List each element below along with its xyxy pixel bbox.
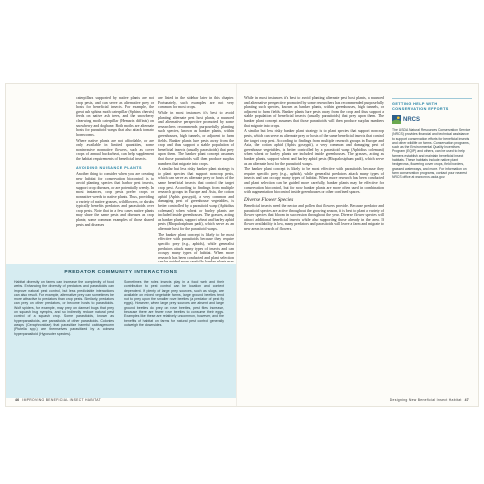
box-paragraph: Habitat diversity on farms can increase the complexity of food webs. Enhancing the diversity of predators and parasitoids can improve natural pest control, but less predictable interactions can also result. For example, alternative prey can sometimes be more attractive to predators than crop pests. Similarly, predators can prey on other predators, or become hosts to parasitoids. Wolf spiders, for example, may prey on damsel bugs that prey on squash bug nymphs, and so indirectly reduce natural pest control of a squash crop. Some parasitoids, known as hyperparasitoids, are parasitoids of other parasitoids. Colonies wasps (Ceraphronidae) that parasitize harmful cabbageworm (Plutella spp.) are themselves parasitized by a cobsea hyperparasitoid (Hyposoter species). — [14, 280, 114, 336]
paragraph: While in most instances it's best to avoid planting alternate pest host plants, a nuanced and alternative perspective promoted by some researchers recommends purposefully planting such species, known as banker plants, within greenhouses, high tunnels, or adjacent to farm fields. Banker plants lure pests away from the crop and thus support a stable population of beneficial insects (usually parasitoids) that prey upon them. The banker plant concept assumes that those parasitoids will then produce surplus numbers that migrate into crops. — [158, 110, 234, 166]
box-title: PREDATOR COMMUNITY INTERACTIONS — [64, 270, 178, 275]
sidebar-title: GETTING HELP WITH CONSERVATION EFFORTS — [392, 102, 449, 111]
paragraph: Another thing to consider when you are creating new habitat for conservation biocontrol is to avoid planting species that harbor pest insects, support crop diseases, or are potentially weedy. In most instances, crop pests prefer crops or nonnative weeds to native plants. Thus, providing a variety of native grasses, wildflowers, or shrubs typically benefits predators and parasitoids over crop pests. Note that in a few cases native plants may share the same pests and diseases as crop plants; some common examples of those shared pests and diseases — [76, 172, 154, 227]
sidebar-rule — [392, 98, 472, 99]
paragraph: The banker plant concept is likely to be most effective with parasitoids because they require specific prey (e.g., aphids), while generalist predators attack many types of insects and can occupy many types of habitat. When more research has been conducted and plant selection can be guided more carefully, banker plants may be effective for conservation biocontrol, but for now banker plants are more often used in combination with augmentation biocontrol inside greenhouses or other confined spaces. — [244, 167, 384, 195]
paragraph: A similar but less risky banker plant strategy is to plant species that support noncrop pests, which can serve as alternate prey or hosts of the same beneficial insects that control the target crop pest. According to findings from multiple research groups in Europe and Asia, the cotton aphid (Aphis gossypii), a very common and damaging pest of greenhouse vegetables, is better controlled by a parasitoid wasp (Aphidius colemani) when wheat or barley plants are included inside greenhouses. The grasses, acting as banker plants, support wheat and barley aphid pests (Rhopalosiphum padi), which serve as an alternate host for the parasitoid wasps. — [244, 129, 384, 166]
conservation-help-sidebar — [392, 96, 472, 180]
box-column-2 — [124, 280, 224, 327]
page-number: 46 — [15, 398, 20, 402]
paragraph: caterpillars supported by native plants are not crop pests, and can serve as alternative prey or hosts for beneficial insects. For example, the great ash sphinx moth caterpillar (Sphinx chersis) feeds on native ash trees, and the snowberry clearwing moth caterpillar (Hemaris diffinis) on snowberry and dogbane. Both moths are alternate hosts for parasitoid wasps that also attack tomato hornworms. — [76, 96, 154, 137]
left-folio — [12, 398, 101, 402]
paragraph: The banker plant concept is likely to be most effective with parasitoids because they require specific prey (e.g., aphids), while generalist predators attack many types of insects and can occupy many types of habitat. When more research has been conducted and plant selection — [158, 232, 234, 260]
box-column-1 — [14, 280, 114, 336]
subheading: Diverse Flower Species — [244, 196, 294, 203]
box-paragraph: Sometimes the roles insects play in a food web and their contribution to pest control can be location and context dependent. If plenty of large prey sources, such as slugs, are available on mixed vegetable farms, large ground beetles tend not to prey upon the smaller rove beetles (a predator of pest fly eggs). However, when large prey sources are absent and large ground beetles do prey on rove beetles, pest flies increase, because there are fewer rove beetles to consume their eggs. Examples like these are relatively uncommon, however, and the benefits of habitat on farms for natural pest control generally outweigh the downsides. — [124, 280, 224, 327]
logo-text: NRCS — [403, 116, 421, 123]
sidebar-paragraph: The USDA Natural Resources Conservation Service (NRCS) provides financial and technical assistance to support conservation efforts for beneficial insects and other wildlife on farms. Conservation programs, such as the Environmental Quality Incentives Program (EQIP) and others, can be used to help farmers establish and maintain beneficial insect habitats. These habitats include native plant hedgerows, flowering cover crops, field borders, grassed waterways, and more. For information on farm conservation programs, contact your nearest NRCS office at www.nrcs.usda.gov. — [392, 128, 471, 180]
left-page-column-1 — [76, 96, 154, 228]
paragraph: Beneficial insects need the nectar and pollen that flowers provide. Because predator and parasitoid species are active throughout the growing season, it is best to plant a variety of flower species that bloom in succession throughout the year. Diverse flower species will attract additional beneficial insects while also supporting those already in the area. If flower availability is low, many predators and parasitoids will leave a farm and migrate to new areas in search of flowers. — [244, 203, 384, 231]
nrcs-logo-icon — [392, 115, 401, 124]
section-heading: AVOIDING NUISANCE PLANTS — [76, 165, 143, 170]
nrcs-logo — [392, 115, 472, 124]
paragraph: Where native plants are not affordable, or are only available in limited quantities, some noninvasive nonnative flowers, such as cover crops of annual buckwheat, can help supplement the habitat requirements of beneficial insects. — [76, 138, 154, 161]
left-page-column-2 — [158, 96, 234, 262]
paragraph: A similar but less risky banker plant strategy is to plant species that support noncrop pests, which can serve as alternate prey or hosts of the same beneficial insects that control the target crop pest. According to findings from multiple research groups in Europe and Asia, the cotton aphid (Aphis gossypii), a very common and damaging pest of greenhouse vegetables, is better controlled by a parasitoid wasp (Aphidius colemani) when wheat or barley plants are included inside greenhouses. The grasses, acting as banker plants, support wheat and barley aphid pests (Rhopalosiphum padi), which serve as an alternate host for the parasitoid wasps. — [158, 167, 234, 231]
right-page-column — [244, 96, 384, 396]
predator-interactions-box — [6, 264, 236, 398]
running-head: IMPROVING BENEFICIAL INSECT HABITAT — [22, 398, 101, 402]
page-number: 47 — [464, 398, 469, 402]
paragraph: While in most instances it's best to avoid planting alternate pest host plants, a nuanced and alternative perspective promoted by some researchers has recommended purposefully planting such species, known as banker plants, within greenhouses, high tunnels, or adjacent to farm fields. Banker plants lure pests away from the crop and thus support a stable population of beneficial insects (usually parasitoids) that prey upon them. The banker plant concept assumes that those parasitoids will then produce surplus numbers that migrate into crops. — [244, 96, 384, 128]
paragraph: are listed in the sidebar later in this chapter. Fortunately, such examples are not very common for most crops. — [158, 96, 234, 110]
right-folio — [390, 398, 472, 402]
sidebar-body — [392, 128, 472, 180]
running-head: Designing New Beneficial Insect Habitat — [389, 398, 462, 402]
book-gutter — [236, 84, 237, 406]
